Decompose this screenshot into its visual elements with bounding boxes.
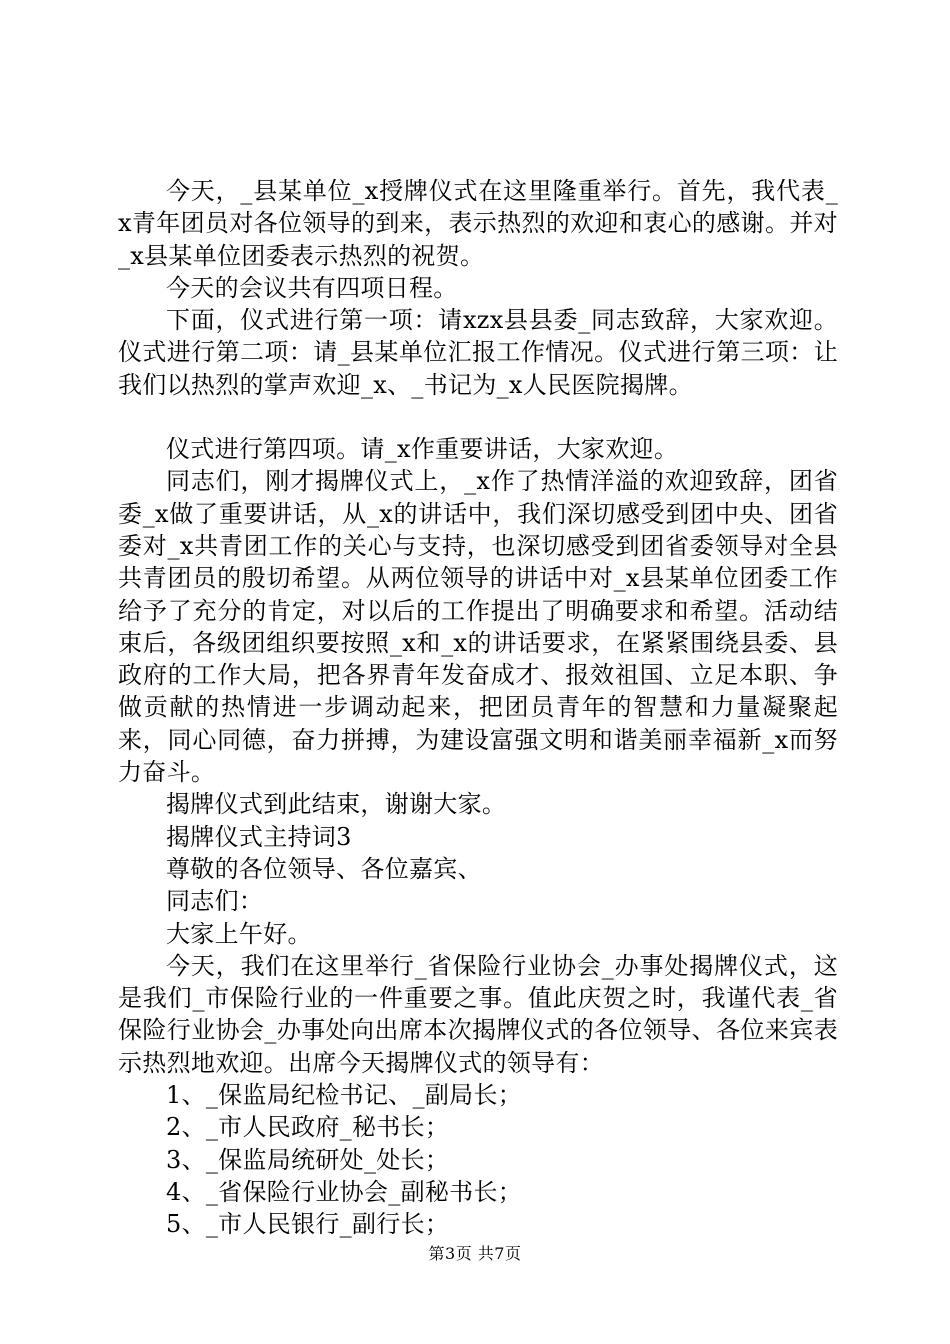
list-item-leader: 3、_保监局统研处_处长； (166, 1145, 450, 1174)
paragraph-salutation-comrades: 同志们： (166, 887, 264, 916)
list-item-leader: 4、_省保险行业协会_副秘书长； (166, 1177, 523, 1206)
paragraph-greeting: 大家上午好。 (166, 919, 312, 948)
paragraph-salutation: 尊敬的各位领导、各位嘉宾、 (166, 854, 482, 883)
document-body (118, 175, 838, 1241)
paragraph-ceremony-intro: 今天，我们在这里举行_省保险行业协会_办事处揭牌仪式，这是我们_市保险行业的一件重要之事。值此庆贺之时，我谨代表_省保险行业协会_办事处向出席本次揭牌仪式的各位领导、各位来宾表示热烈地欢迎。出席今天揭牌仪式的领导有： (118, 951, 838, 1077)
paragraph-closing: 揭牌仪式到此结束，谢谢大家。 (166, 790, 507, 819)
paragraph-agenda-items: 下面，仪式进行第一项：请xzx县县委_同志致辞，大家欢迎。仪式进行第二项：请_县某单位汇报工作情况。仪式进行第三项：让我们以热烈的掌声欢迎_x、_书记为_x人民医院揭牌。 (118, 306, 838, 399)
list-item-leader: 2、_市人民政府_秘书长； (166, 1113, 450, 1142)
paragraph-agenda-item-four: 仪式进行第四项。请_x作重要讲话，大家欢迎。 (166, 435, 679, 464)
page-number-footer: 第3页 共7页 (428, 1244, 522, 1263)
list-item-leader: 1、_保监局纪检书记、_副局长； (166, 1081, 523, 1110)
paragraph-speech-summary: 同志们，刚才揭牌仪式上，_x作了热情洋溢的欢迎致辞，团省委_x做了重要讲话，从_x的讲话中，我们深切感受到团中央、团省委对_x共青团工作的关心与支持，也深切感受到团省委领导对全县共青团员的殷切希望。从两位领导的讲话中对_x县某单位团委工作给予了充分的肯定，对以后的工作提出了明确要求和希望。活动结束后，各级团组织要按照_x和_x的讲话要求，在紧紧围绕县委、县政府的工作大局，把各界青年发奋成才、报效祖国、立足本职、争做贡献的热情进一步调动起来，把团员青年的智慧和力量凝聚起来，同心同德，奋力拼搏，为建设富强文明和谐美丽幸福新_x而努力奋斗。 (118, 467, 838, 787)
paragraph-opening: 今天，_县某单位_x授牌仪式在这里隆重举行。首先，我代表_x青年团员对各位领导的到来，表示热烈的欢迎和衷心的感谢。并对_x县某单位团委表示热烈的祝贺。 (118, 177, 838, 270)
section-heading: 揭牌仪式主持词3 (166, 822, 352, 851)
list-item-leader: 5、_市人民银行_副行长； (166, 1210, 450, 1239)
paragraph-agenda-count: 今天的会议共有四项日程。 (166, 273, 458, 302)
